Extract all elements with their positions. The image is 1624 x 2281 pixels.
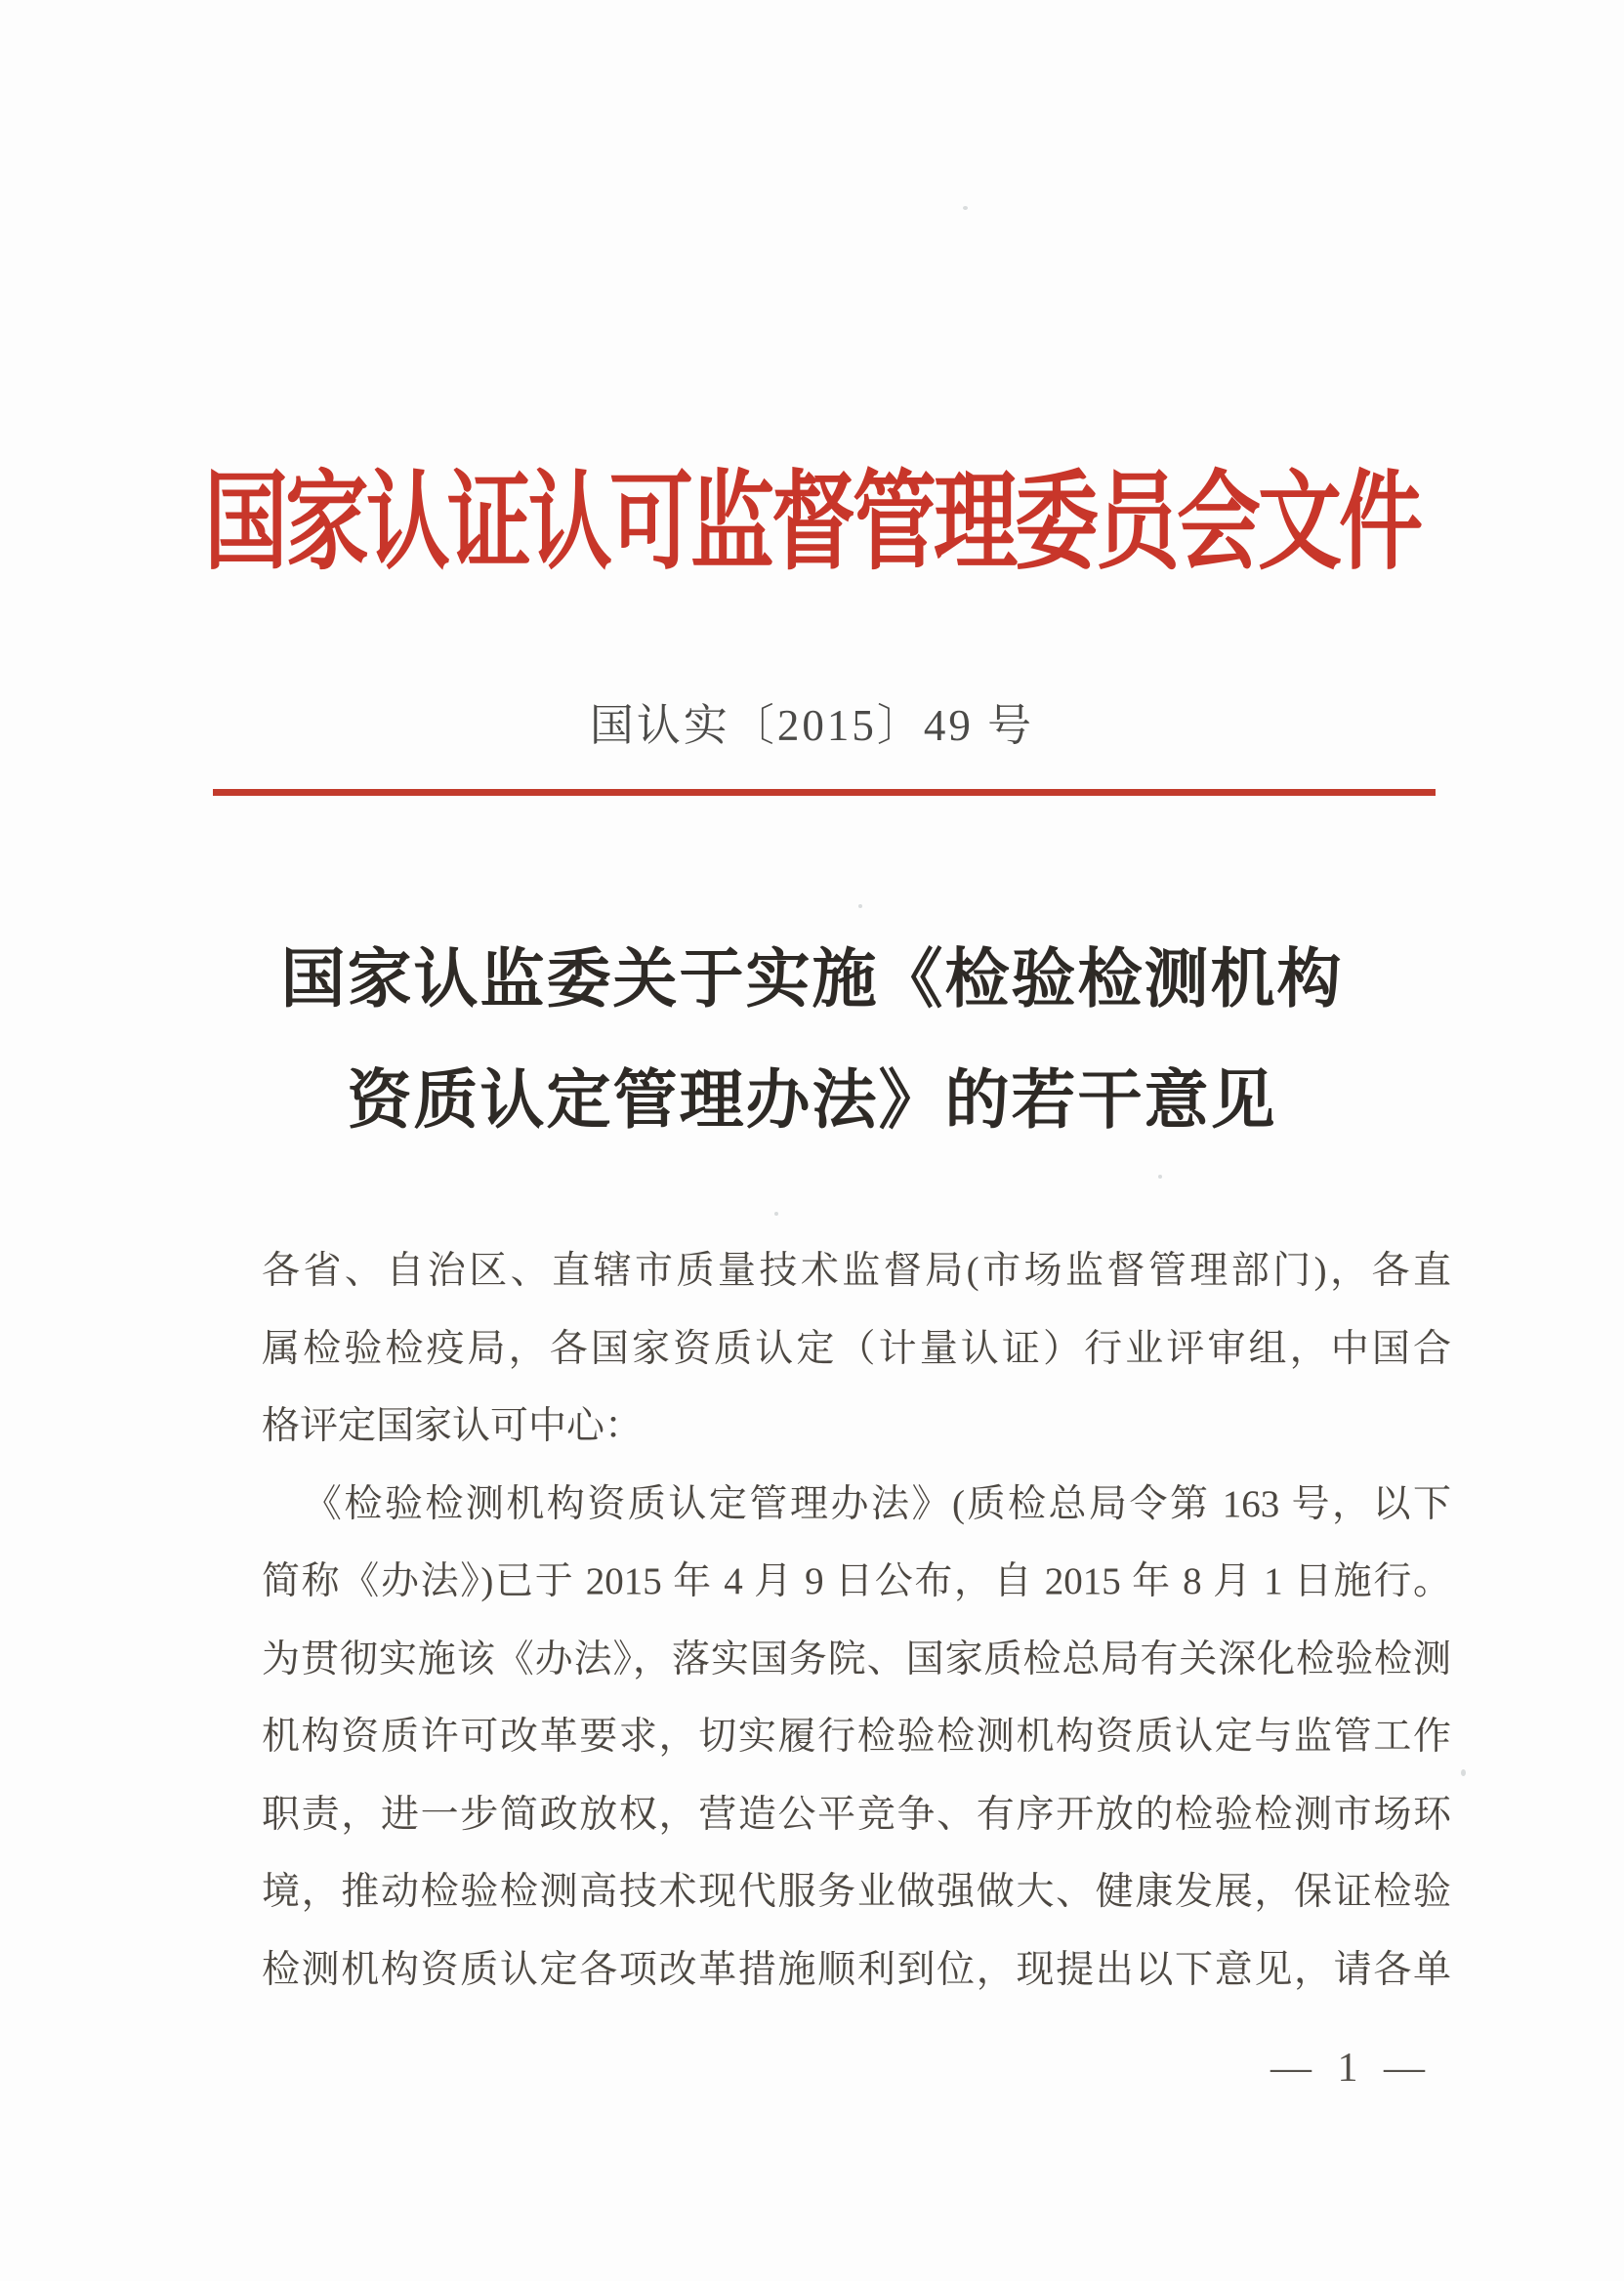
document-title [0, 920, 1624, 1162]
document-title-line2: 资质认定管理办法》的若干意见 [347, 1065, 1277, 1137]
scan-speck [963, 206, 968, 210]
red-separator-rule [213, 789, 1436, 796]
body-line: 检测机构资质认定各项改革措施顺利到位，现提出以下意见，请各单 [262, 1948, 1451, 1991]
document-title-line1: 国家认监委关于实施《检验检测机构 [280, 944, 1344, 1016]
body-line: 职责，进一步简政放权，营造公平竞争、有序开放的检验检测市场环 [262, 1793, 1451, 1836]
masthead-title: 国家认证认可监督管理委员会文件 [204, 463, 1420, 584]
body-line: 境，推动检验检测高技术现代服务业做强做大、健康发展，保证检验 [262, 1871, 1451, 1913]
page-number: — 1 — [1270, 2046, 1433, 2091]
body-line: 属检验检疫局，各国家资质认定（计量认证）行业评审组，中国合 [262, 1327, 1451, 1370]
body-line: 各省、自治区、直辖市质量技术监督局(市场监督管理部门)，各直 [262, 1250, 1451, 1292]
body-paragraphs [262, 1232, 1451, 2009]
scan-speck [858, 904, 862, 908]
doc-number: 国认实〔2015〕49 号 [589, 701, 1035, 750]
scan-speck [774, 1212, 778, 1216]
body-line: 《检验检测机构资质认定管理办法》(质检总局令第 163 号，以下 [303, 1482, 1451, 1525]
body-line: 机构资质许可改革要求，切实履行检验检测机构资质认定与监管工作 [262, 1716, 1451, 1758]
body-line: 格评定国家认可中心： [262, 1405, 644, 1447]
scan-speck [1158, 1175, 1162, 1179]
body-line: 为贯彻实施该《办法》，落实国务院、国家质检总局有关深化检验检测 [262, 1638, 1451, 1680]
scan-speck [1461, 1769, 1466, 1776]
body-line: 简称《办法》)已于 2015 年 4 月 9 日公布，自 2015 年 8 月 1 日施行。 [262, 1560, 1451, 1602]
